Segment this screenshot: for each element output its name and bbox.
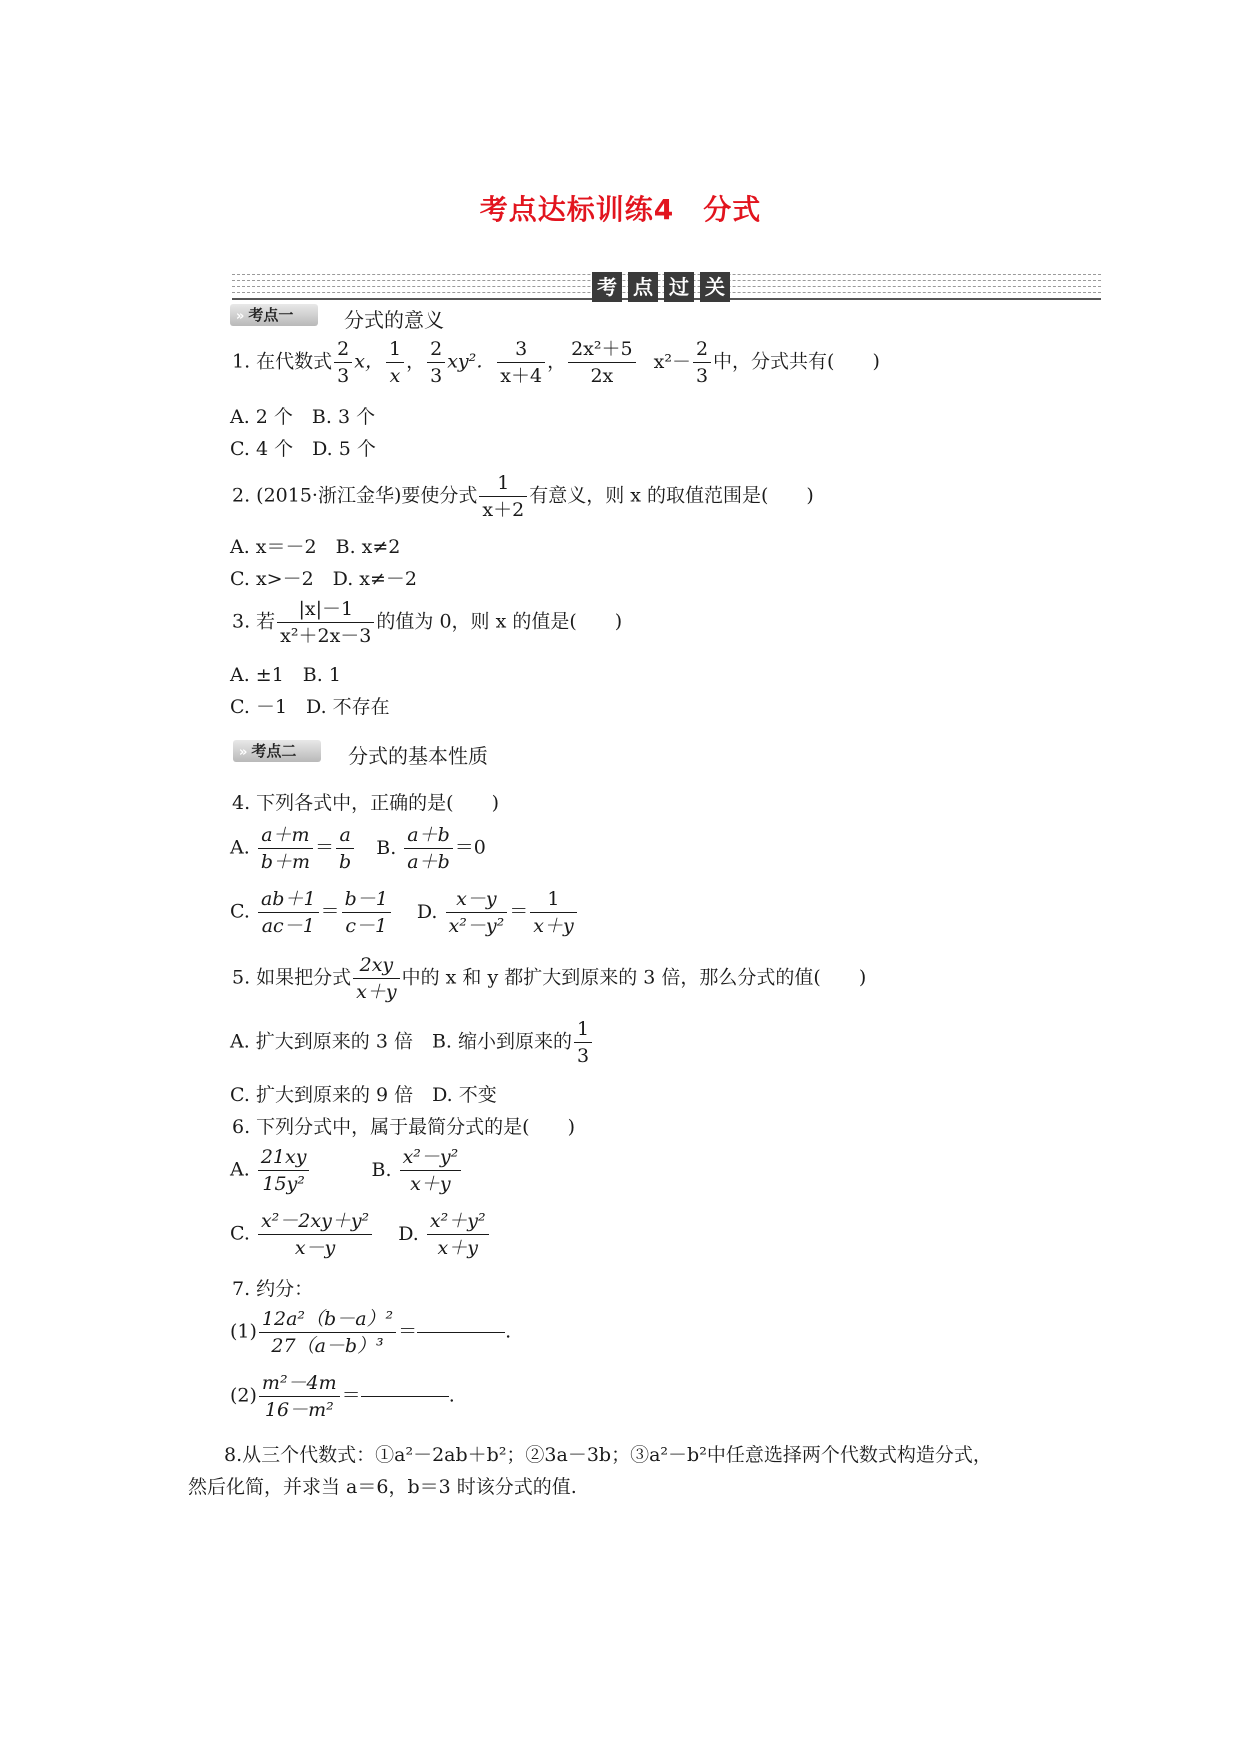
q1-options-cd: C. 4 个 D. 5 个	[230, 438, 376, 460]
section-title: 分式的基本性质	[348, 744, 488, 768]
q7-part-1: (1) $\frac{\text{12a²（b－a）²}}{\text{27（a－b）³}}$ ＝ .	[230, 1308, 512, 1357]
section-tag: » 考点二	[233, 740, 321, 762]
q7-part-2: (2) $\frac{\text{m²－4m}}{\text{16－m²}}$ ＝ .	[230, 1372, 455, 1421]
banner-char: 点	[628, 272, 658, 302]
q3-options-ab: A. ±1 B. 1	[230, 664, 341, 686]
q3-options-cd: C. －1 D. 不存在	[230, 696, 390, 718]
banner-char: 考	[592, 272, 622, 302]
question-1: 1. 在代数式 $\frac{2}{3}$ x， $\frac{1}{x}$ ， $\frac{2}{3}$ xy²． $\frac{3}{x+4}$ ， $\frac{\text{2x²＋5}}{2x}$ x²－ $\frac{2}{3}$ 中，分式共有( )	[232, 338, 880, 387]
question-6: 6. 下列分式中，属于最简分式的是( )	[232, 1116, 575, 1138]
answer-blank	[417, 1332, 505, 1333]
banner-char: 过	[664, 272, 694, 302]
q6-options-ab: A. $\frac{21xy}{\text{15y²}}$ B. $\frac{\text{x²－y²}}{x+y}$	[230, 1144, 463, 1197]
question-8-line-1: 8.从三个代数式：①a²－2ab＋b²；②3a－3b；③a²－b²中任意选择两个代数式构造分式，	[224, 1444, 992, 1466]
page-title: 考点达标训练4 分式	[479, 193, 762, 226]
question-3: 3. 若 $\frac{|x|-1}{\text{x²＋2x－3}}$ 的值为 0，则 x 的值是( )	[232, 598, 623, 647]
q6-options-cd: C. $\frac{\text{x²－2xy＋y²}}{x-y}$ D. $\frac{\text{x²＋y²}}{x+y}$	[230, 1208, 491, 1261]
question-8-line-2: 然后化简，并求当 a＝6，b＝3 时该分式的值.	[188, 1476, 577, 1498]
chevron-icon: »	[236, 309, 245, 324]
section-tag: » 考点一	[230, 304, 318, 326]
q5-options-ab: A. 扩大到原来的 3 倍 B. 缩小到原来的 $\frac{1}{3}$	[230, 1016, 594, 1069]
question-4: 4. 下列各式中，正确的是( )	[232, 792, 499, 814]
banner-char: 关	[700, 272, 730, 302]
section-title: 分式的意义	[344, 308, 444, 332]
question-5: 5. 如果把分式 $\frac{2xy}{x+y}$ 中的 x 和 y 都扩大到原来的 3 倍，那么分式的值( )	[232, 954, 867, 1003]
answer-blank	[361, 1396, 449, 1397]
q2-options-ab: A. x＝－2 B. x≠2	[230, 536, 401, 558]
q4-options-ab: A. $\frac{a+m}{b+m}$ ＝ $\frac{a}{b}$ B. $\frac{a+b}{a+b}$ ＝0	[230, 824, 486, 873]
question-7: 7. 约分：	[232, 1278, 314, 1300]
question-2: 2. (2015·浙江金华)要使分式 $\frac{1}{x+2}$ 有意义，则 x 的取值范围是( )	[232, 472, 814, 521]
q2-options-cd: C. x>－2 D. x≠－2	[230, 568, 418, 590]
chevron-icon: »	[239, 745, 248, 760]
q4-options-cd: C. $\frac{ab+1}{ac-1}$ ＝ $\frac{b-1}{c-1}$ D. $\frac{x-y}{\text{x²－y²}}$ ＝ $\frac{1}{x+y}$	[230, 886, 579, 939]
q5-options-cd: C. 扩大到原来的 9 倍 D. 不变	[230, 1084, 497, 1106]
q1-options-ab: A. 2 个 B. 3 个	[230, 406, 376, 428]
